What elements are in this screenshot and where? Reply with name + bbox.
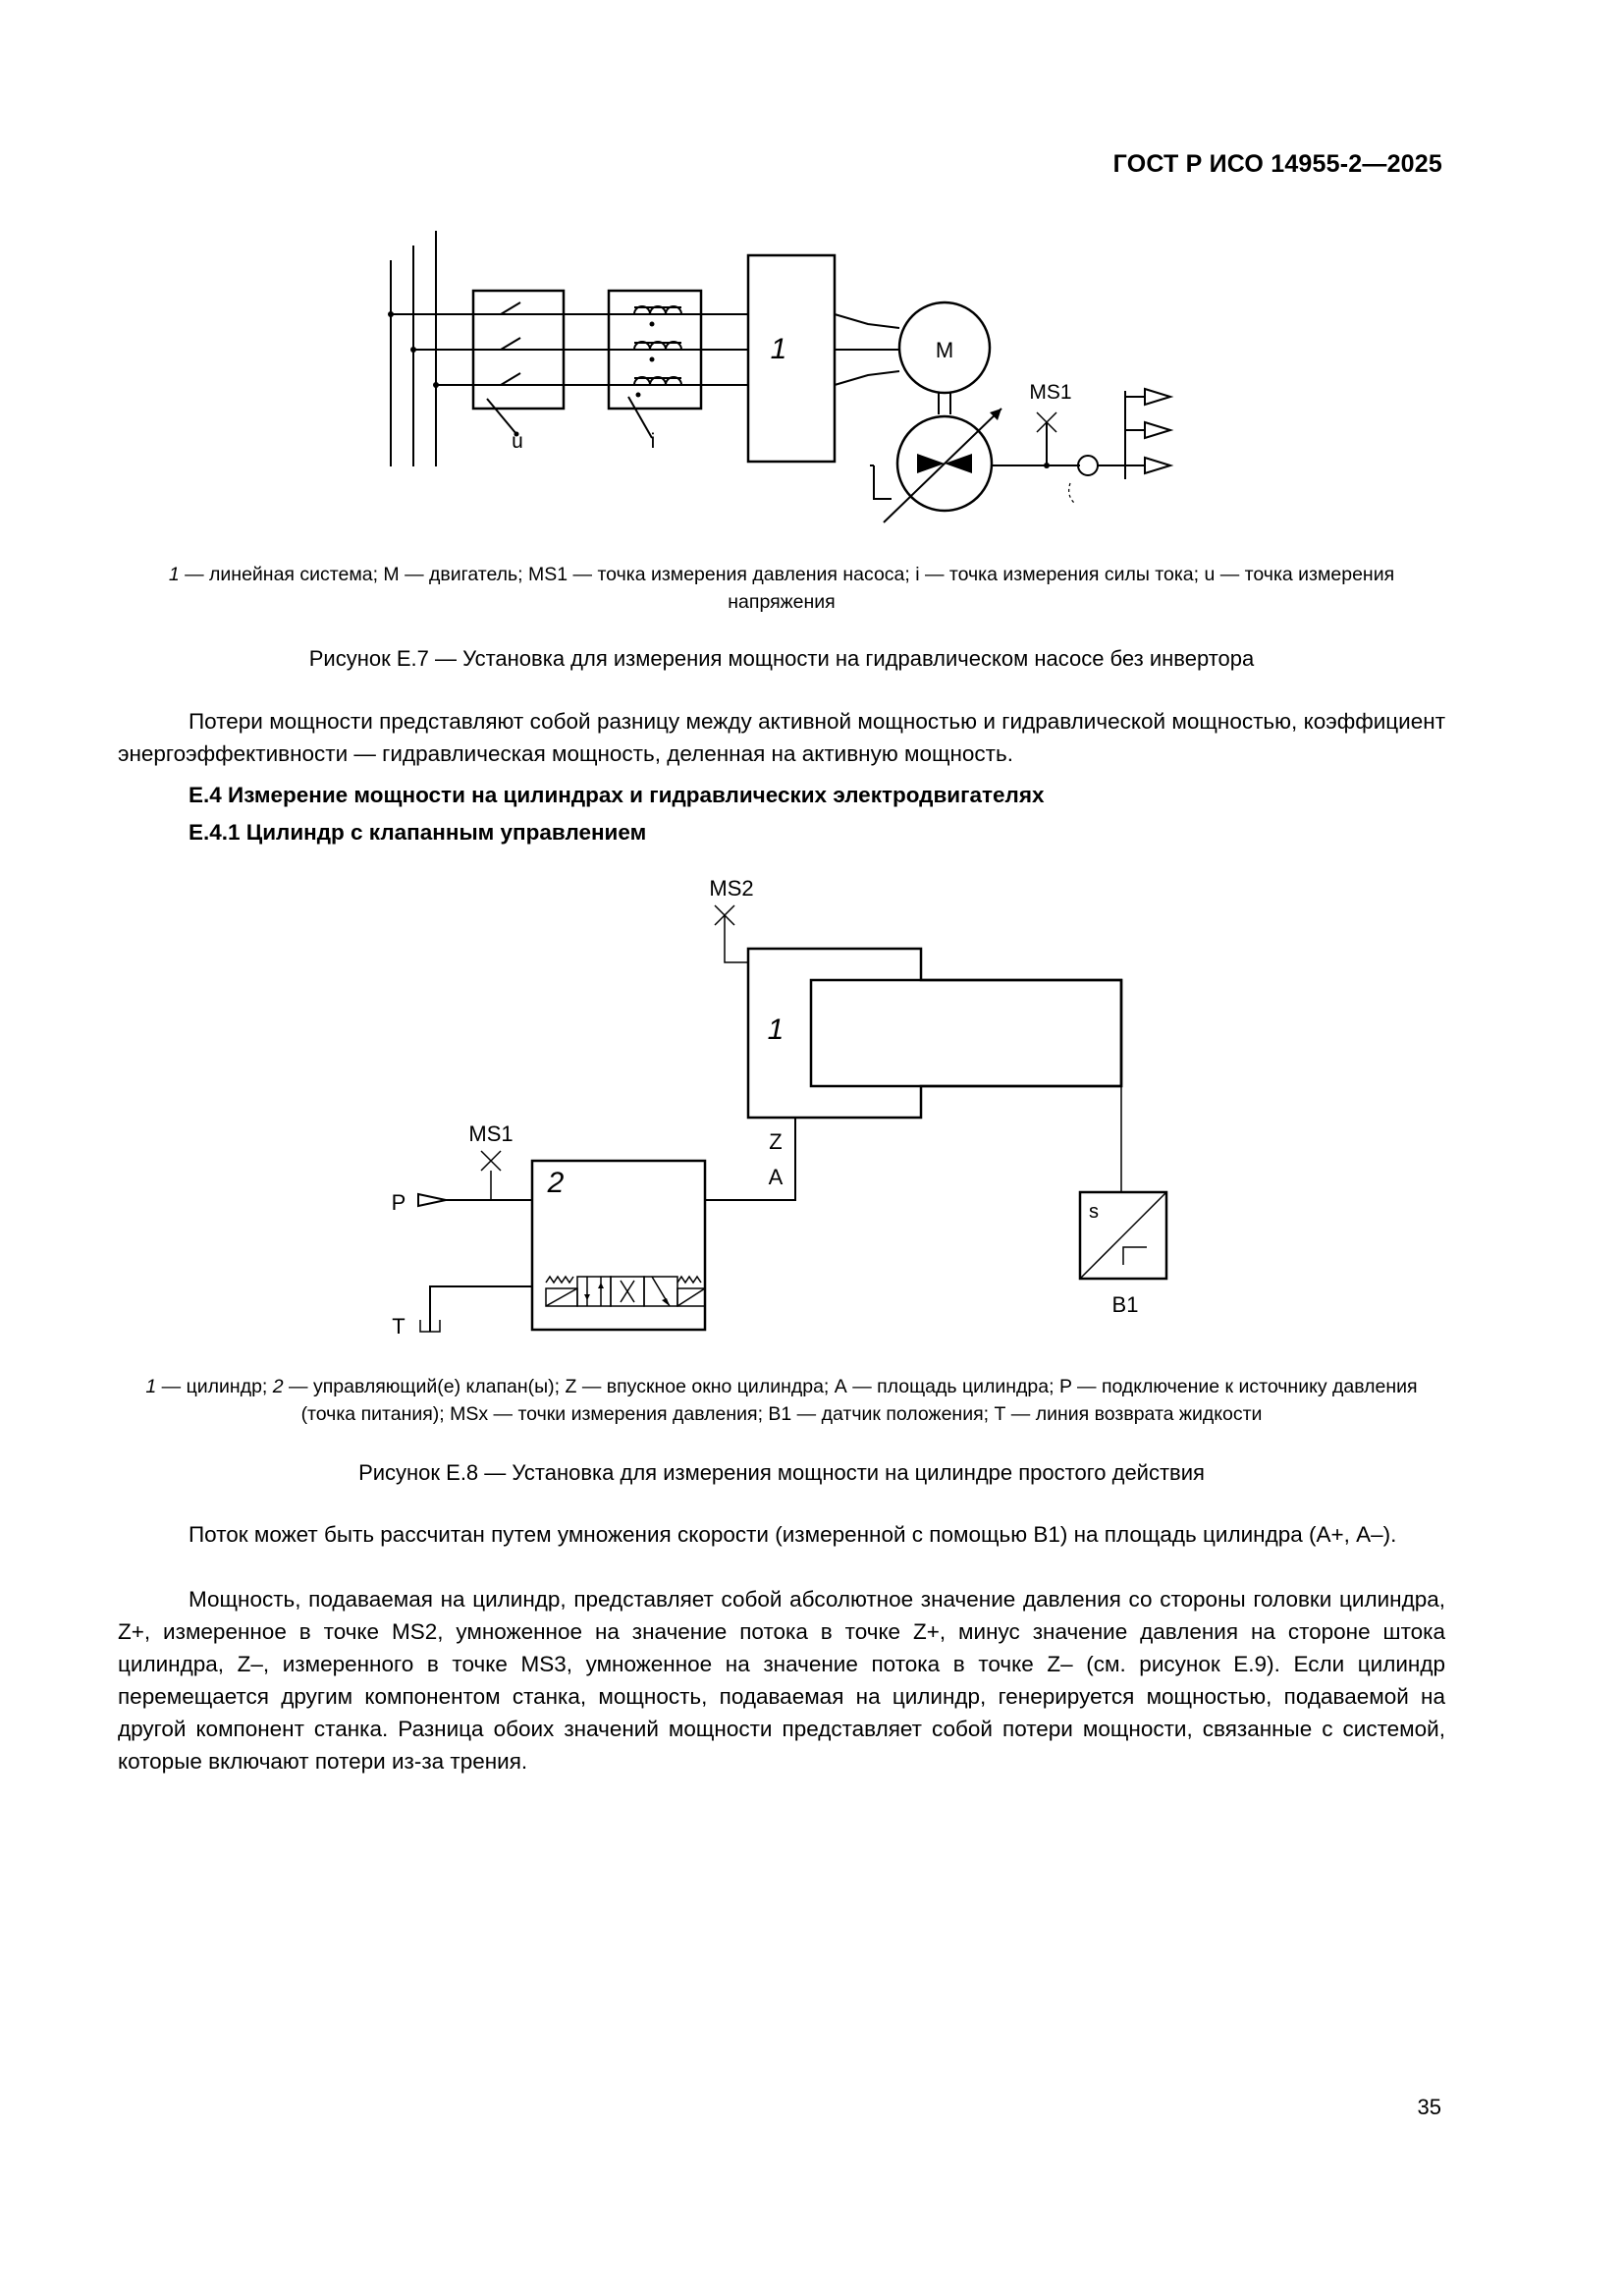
legend-e8-text1: — цилиндр; bbox=[156, 1376, 273, 1397]
figure-e7 bbox=[0, 216, 1623, 530]
e8-p-label: P bbox=[391, 1190, 406, 1215]
e8-a-label: A bbox=[768, 1165, 784, 1189]
e8-cylinder-label: 1 bbox=[767, 1013, 784, 1046]
e7-motor-label: M bbox=[935, 338, 954, 362]
legend-e8-num2: 2 bbox=[272, 1376, 284, 1397]
page-number: 35 bbox=[1417, 2095, 1441, 2119]
e8-z-label: Z bbox=[769, 1129, 783, 1154]
e8-s-label: s bbox=[1089, 1201, 1099, 1223]
e8-ms1-label: MS1 bbox=[468, 1121, 514, 1146]
section-e4-heading: Е.4 Измерение мощности на цилиндрах и гидравлических электродвигателях bbox=[189, 783, 1045, 807]
figure-e8-caption: Рисунок Е.8 — Установка для измерения мощности на цилиндре простого действия bbox=[358, 1460, 1205, 1485]
figure-e7-diagram bbox=[0, 216, 1623, 530]
figure-e7-caption: Рисунок Е.7 — Установка для измерения мощности на гидравлическом насосе без инвертора bbox=[308, 646, 1255, 671]
section-e41-heading: Е.4.1 Цилиндр с клапанным управлением bbox=[189, 820, 647, 845]
e7-block1-label: 1 bbox=[770, 333, 787, 365]
figure-e7-legend bbox=[118, 561, 1445, 616]
e7-i-label: i bbox=[650, 430, 656, 453]
figure-e8-diagram bbox=[0, 864, 1623, 1336]
e7-ms1-label: MS1 bbox=[1029, 381, 1072, 404]
e8-b1-label: B1 bbox=[1111, 1292, 1139, 1317]
figure-e8 bbox=[0, 864, 1623, 1336]
paragraph-power-losses: Потери мощности представляют собой разницу между активной мощностью и гидравлической мощностью, коэффициент энергоэффективности — гидравлическая мощность, деленная на активную мощность. bbox=[118, 709, 1445, 766]
legend-e7-num: 1 bbox=[168, 564, 180, 585]
e8-valve-label: 2 bbox=[547, 1167, 565, 1199]
paragraph-cylinder-power: Мощность, подаваемая на цилиндр, представляет собой абсолютное значение давления со стороны головки цилиндра, Z+, измеренное в точке MS2, умноженное на значение потока в точке Z+, минус значение давления на стороне штока цилиндра, Z–, измеренного в точке MS3, умноженное на значение потока в точке Z– (см. рисунок Е.9). Если цилиндр перемещается другим компонентом станка, мощность, подаваемая на цилиндр, генерируется мощностью, подаваемой на другой компонент станка. Разница обоих значений мощности представляет собой потери мощности, связанные с системой, которые включают потери из-за трения. bbox=[118, 1587, 1445, 1774]
figure-e8-legend bbox=[118, 1373, 1445, 1428]
e7-u-label: u bbox=[512, 430, 523, 453]
paragraph-flow: Поток может быть рассчитан путем умножения скорости (измеренной с помощью B1) на площадь цилиндра (А+, А–). bbox=[189, 1522, 1397, 1547]
legend-e8-num1: 1 bbox=[145, 1376, 157, 1397]
legend-e8-text2: — управляющий(е) клапан(ы); Z — впускное окно цилиндра; А — площадь цилиндра; P — подключение к источнику давления (точка питания); MSx — точки измерения давления; B1 — датчик положения; Т — линия возврата жидкости bbox=[283, 1376, 1418, 1425]
e8-t-label: T bbox=[392, 1314, 406, 1336]
e8-ms2-label: MS2 bbox=[709, 876, 754, 901]
legend-e7-text: — линейная система; М — двигатель; MS1 — точка измерения давления насоса; i — точка измерения силы тока; u — точка измерения напряжения bbox=[179, 564, 1395, 613]
document-header: ГОСТ Р ИСО 14955-2—2025 bbox=[1112, 150, 1442, 178]
